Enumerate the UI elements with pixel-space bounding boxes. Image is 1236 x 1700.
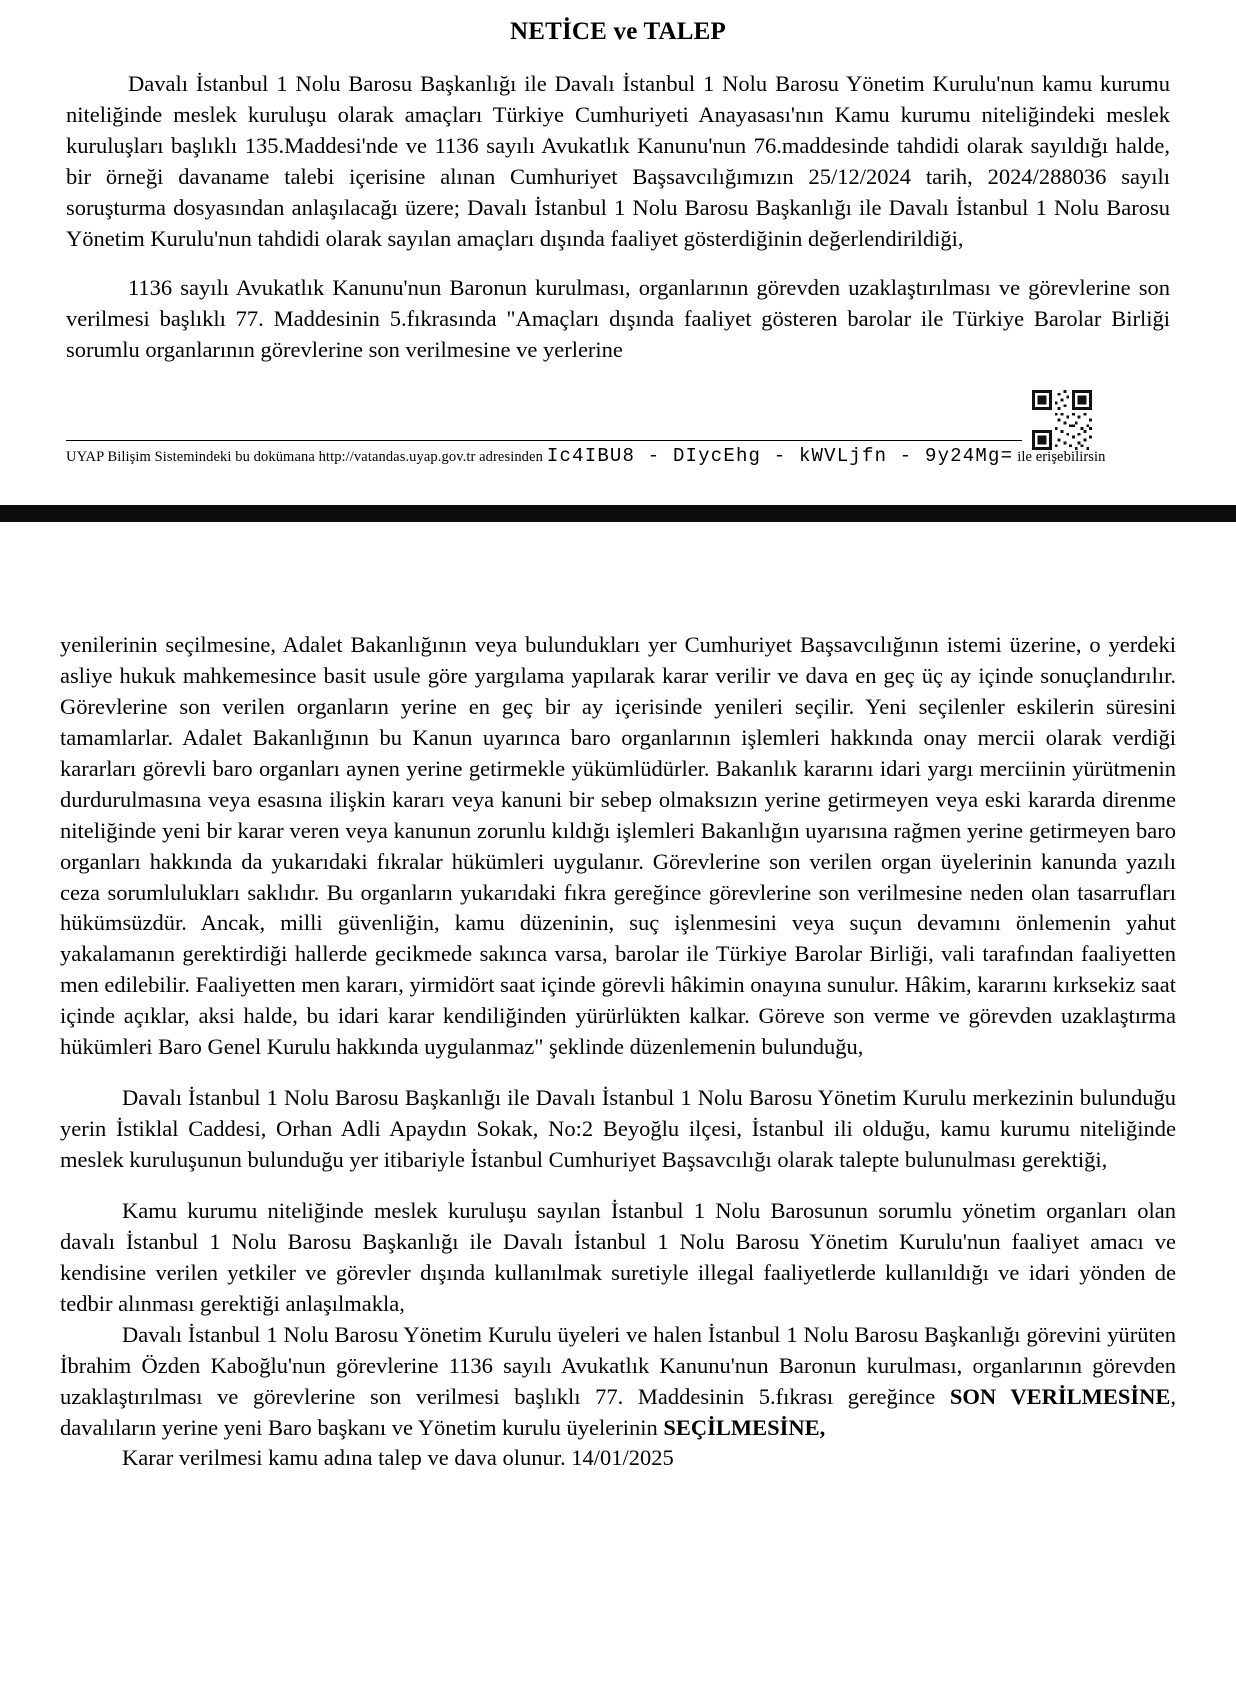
qr-code-icon bbox=[1032, 390, 1092, 450]
uyap-footer-prefix: UYAP Bilişim Sistemindeki bu dokümana http://vatandas.uyap.gov.tr adresinden bbox=[66, 449, 543, 465]
final-lead-text: Davalı İstanbul 1 Nolu Barosu Yönetim Kurulu üyeleri ve halen İstanbul 1 Nolu Barosu Başkanlığı görevini yürüten İbrahim Özden Kaboğlu'nun görevlerine 1136 sayılı Avukatlık Kanunu'nun Baronun kurulması, organlarının görevden uzaklaştırılması ve görevlerine son verilmesi başlıklı 77. Maddesinin 5.fıkrası gereğince bbox=[60, 1321, 1176, 1409]
final-bold-secilmesine: SEÇİLMESİNE, bbox=[663, 1414, 826, 1440]
final-middle-text: , davalıların yerine yeni Baro başkanı ve Yönetim kurulu üyelerinin bbox=[60, 1383, 1176, 1440]
paragraph-1: Davalı İstanbul 1 Nolu Barosu Başkanlığı ile Davalı İstanbul 1 Nolu Barosu Yönetim Kurulu'nun kamu kurumu niteliğinde meslek kuruluşu olarak amaçları Türkiye Cumhuriyeti Anayasası'nın Kamu kurumu niteliğindeki meslek kuruluşları başlıklı 135.Maddesi'nde ve 1136 sayılı Avukatlık Kanunu'nun 76.maddesinde tahdidi olarak sayıldığı halde, bir örneği davaname talebi içerisine alınan Cumhuriyet Başsavcılığımızın 25/12/2024 tarih, 2024/288036 sayılı soruşturma dosyasından anlaşılacağı üzere; Davalı İstanbul 1 Nolu Barosu Başkanlığı ile Davalı İstanbul 1 Nolu Barosu Yönetim Kurulu'nun tahdidi olarak sayılan amaçları dışında faaliyet gösterdiğinin değerlendirildiği, bbox=[66, 71, 1170, 252]
uyap-footer bbox=[66, 440, 1106, 467]
paragraph-4: Davalı İstanbul 1 Nolu Barosu Başkanlığı ile Davalı İstanbul 1 Nolu Barosu Yönetim Kurulu merkezinin bulunduğu yerin İstiklal Caddesi, Orhan Adli Apaydın Sokak, No:2 Beyoğlu ilçesi, İstanbul ili olduğu, kamu kurumu niteliğinde meslek kuruluşunun bulunduğu yer itibariyle İstanbul Cumhuriyet Başsavcılığı olarak talepte bulunulması gerektiği, bbox=[60, 1085, 1176, 1172]
page-separator-band bbox=[0, 505, 1236, 522]
footer-divider bbox=[66, 440, 1022, 441]
uyap-document-code: Ic4IBU8 - DIycEhg - kWVLjfn - 9y24Mg= bbox=[546, 445, 1014, 467]
page-title: NETİCE ve TALEP bbox=[509, 18, 726, 45]
uyap-footer-suffix: ile erişebilirsin bbox=[1017, 449, 1106, 465]
paragraph-5: Kamu kurumu niteliğinde meslek kuruluşu sayılan İstanbul 1 Nolu Barosunun sorumlu yönetim organları olan davalı İstanbul 1 Nolu Barosu Başkanlığı ile Davalı İstanbul 1 Nolu Barosu Yönetim Kurulu'nun faaliyet amacı ve kendisine verilen yetkiler ve görevler dışında kullanılmak suretiyle illegal faaliyetlerde kullanıldığı ve idari yönden de tedbir alınması gerektiği anlaşılmakla, bbox=[60, 1197, 1176, 1316]
final-bold-son-verilmesine: SON VERİLMESİNE bbox=[949, 1383, 1171, 1409]
paragraph-3: yenilerinin seçilmesine, Adalet Bakanlığının veya bulundukları yer Cumhuriyet Başsavcılığının istemi üzerine, o yerdeki asliye hukuk mahkemesince basit usule göre yargılama yapılarak karar verilir ve dava en geç üç ay içinde sonuçlandırılır. Görevlerine son verilen organların yerine en geç bir ay içerisinde yenileri seçilir. Yeni seçilenler eskilerin süresini tamamlarlar. Adalet Bakanlığının bu Kanun uyarınca baro organlarının işlemleri hakkında onay mercii olarak verdiği kararları görevli baro organları aynen yerine getirmekle yükümlüdürler. Bakanlık kararını idari yargı merciinin yürütmenin durdurulmasına veya esasına ilişkin kararı veya kanuni bir sebep olmaksızın yerine getirmeyen veya eski kararda direnme niteliğinde yeni bir karar veren veya kanunun zorunlu kıldığı işlemleri Bakanlığın uyarısına rağmen yerine getirmeyen baro organları hakkında da yukarıdaki fıkralar hükümleri uygulanır. Görevlerine son verilen organ üyelerinin kanunda yazılı ceza sorumlulukları saklıdır. Bu organların yukarıdaki fıkra gereğince görevlerine son verilmesine neden olan tasarrufları hükümsüzdür. Ancak, milli güvenliğin, kamu düzeninin, suç işlenmesini veya suçun devamını önlemenin yahut yakalamanın gerektirdiği hallerde gecikmede sakınca varsa, barolar ile Türkiye Barolar Birliği, vali tarafından faaliyetten men edilebilir. Faaliyetten men kararı, yirmidört saat içinde görevli hâkimin onayına sunulur. Hâkim, kararını kırksekiz saat içinde açıklar, aksi halde, bu idari karar kendiliğinden yürürlükten kalkar. Göreve son verme ve görevden uzaklaştırma hükümleri Baro Genel Kurulu hakkında uygulanmaz" şeklinde düzenlemenin bulunduğu, bbox=[60, 632, 1176, 1060]
closing-line: Karar verilmesi kamu adına talep ve dava olunur. 14/01/2025 bbox=[122, 1445, 674, 1471]
paragraph-2: 1136 sayılı Avukatlık Kanunu'nun Baronun kurulması, organlarının görevden uzaklaştırılması ve görevlerine son verilmesi başlıklı 77. Maddesinin 5.fıkrasında "Amaçları dışında faaliyet gösteren barolar ile Türkiye Barolar Birliği sorumlu organlarının görevlerine son verilmesine ve yerlerine bbox=[66, 275, 1170, 363]
document-bottom-fragment bbox=[0, 522, 1236, 1700]
paragraph-6-final-request bbox=[60, 1320, 1176, 1444]
uyap-verification-line bbox=[66, 445, 1106, 467]
